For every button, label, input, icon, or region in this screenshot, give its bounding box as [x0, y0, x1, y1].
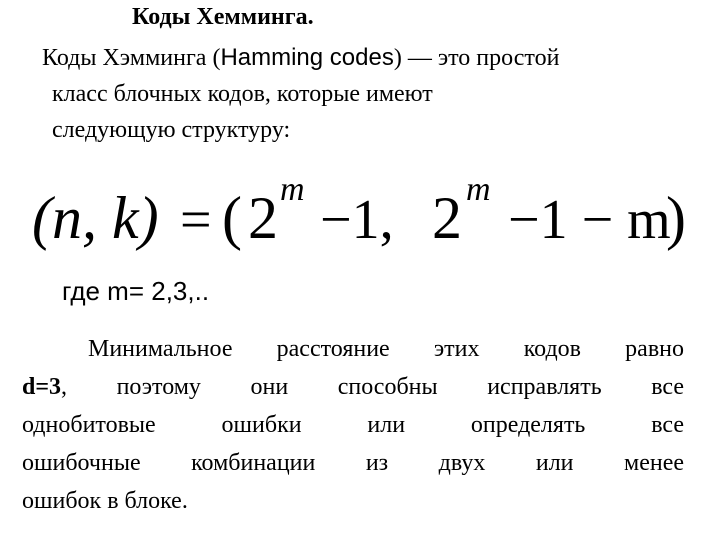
hamming-formula — [30, 176, 690, 256]
distance-paragraph — [22, 330, 684, 520]
paragraph-line-2: d=3, поэтому они способны исправлять все — [22, 374, 684, 400]
intro-line-3: следующую структуру: — [52, 117, 291, 143]
formula-close-paren: ) — [666, 185, 686, 251]
slide-title: Коды Хемминга. — [132, 4, 314, 30]
formula-exponent-2: m — [466, 176, 491, 208]
formula-base-2: 2 — [432, 185, 462, 251]
formula-lhs: (n, k) — [32, 185, 159, 251]
intro-text — [42, 40, 714, 148]
paragraph-line-1: Минимальное расстояние этих кодов равно — [88, 336, 684, 362]
paragraph-line-4: ошибочные комбинации из двух или менее — [22, 450, 684, 476]
formula-part-1: −1, — [320, 189, 394, 251]
formula-base-1: 2 — [248, 185, 278, 251]
hamming-codes-term: Hamming codes — [220, 44, 394, 71]
formula-open-paren: ( — [222, 185, 242, 251]
paragraph-line-3: однобитовые ошибки или определять все — [22, 412, 684, 438]
formula-equals: = — [180, 189, 212, 251]
formula-exponent-1: m — [280, 176, 305, 208]
intro-line-1: Коды Хэмминга (Hamming codes) — это простой — [42, 44, 560, 71]
min-distance-value: d=3 — [22, 374, 62, 400]
intro-line-2: класс блочных кодов, которые имеют — [52, 81, 433, 107]
where-text: где m= 2,3,.. — [62, 276, 210, 306]
paragraph-line-5: ошибок в блоке. — [22, 488, 188, 514]
formula-part-2: −1 − m — [508, 189, 671, 251]
